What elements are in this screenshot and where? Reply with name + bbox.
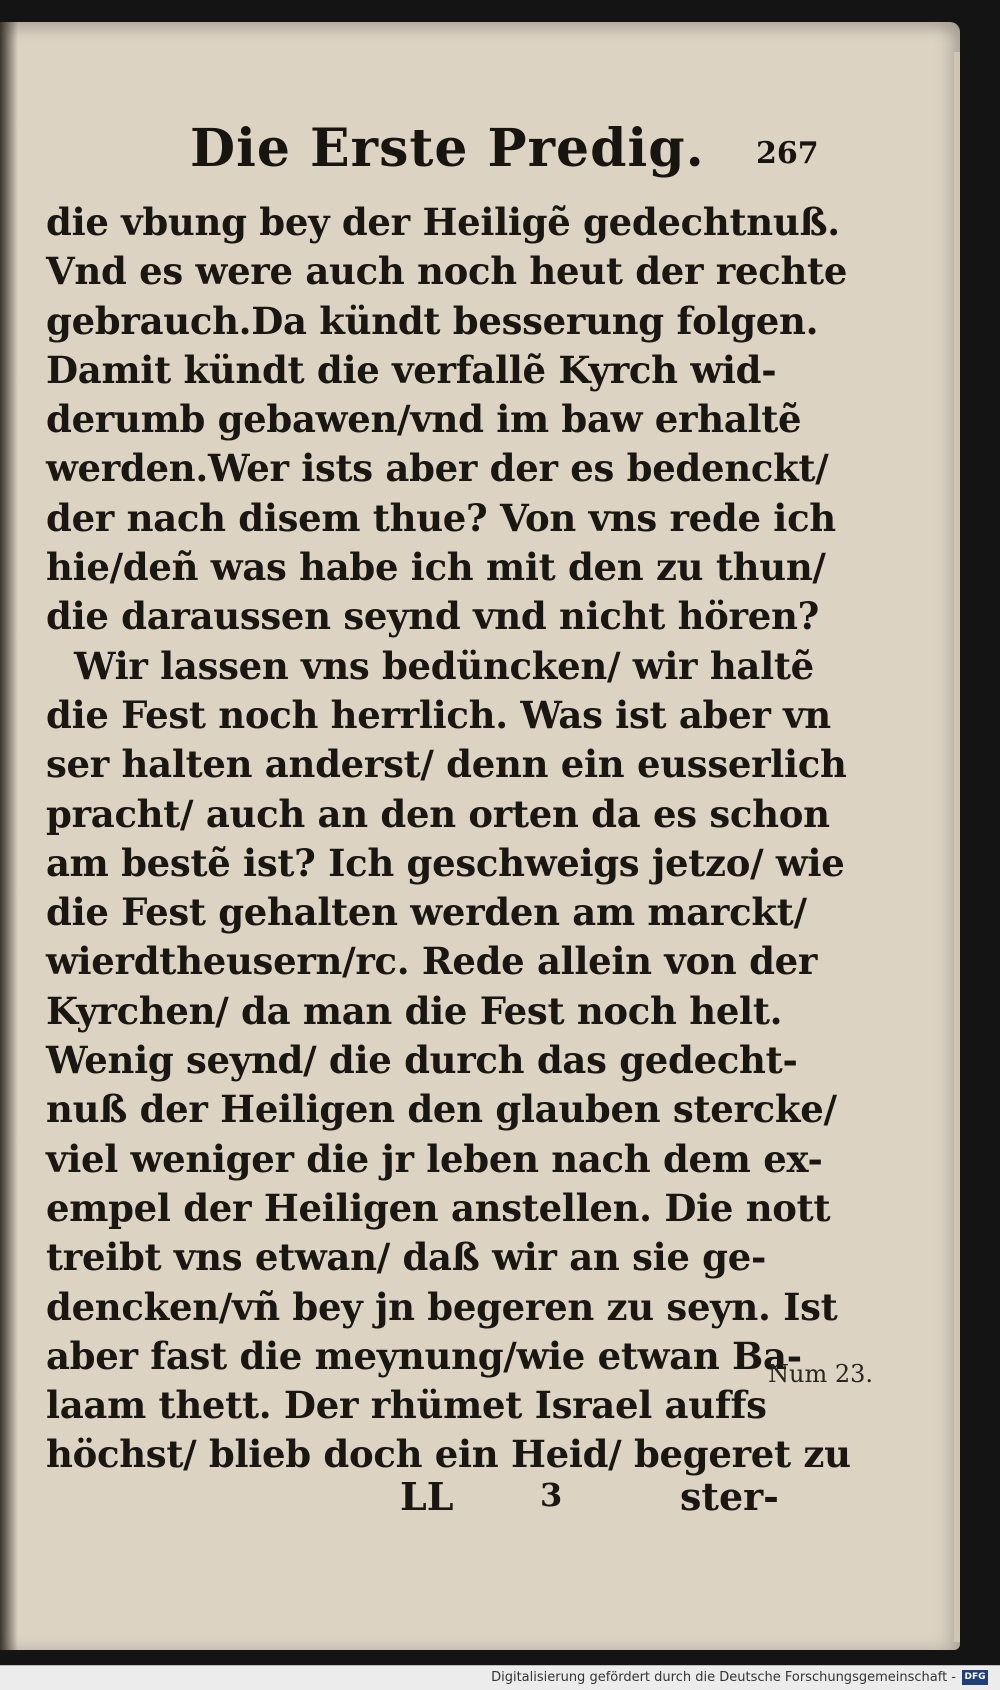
text-line: die vbung bey der Heiligẽ gedechtnuß. (46, 200, 840, 244)
text-line: viel weniger die jr leben nach dem ex- (46, 1136, 823, 1181)
running-head: Die Erste Predig. (190, 118, 705, 179)
text-line: der nach disem thue? Von vns rede ich (46, 495, 836, 540)
text-line: höchst/ blieb doch ein Heid/ begeret zu (46, 1432, 851, 1477)
text-line: Wenig seynd/ die durch das gedecht- (46, 1038, 798, 1083)
text-line: Kyrchen/ da man die Fest noch helt. (46, 988, 783, 1033)
text-line: dencken/vñ bey jn begeren zu seyn. Ist (46, 1284, 838, 1329)
text-line: wierdtheusern/rc. Rede allein von der (46, 939, 818, 984)
text-line: pracht/ auch an den orten da es schon (46, 791, 830, 836)
text-line: die Fest noch herrlich. Was ist aber vn (46, 692, 831, 737)
text-line: derumb gebawen/vnd im baw erhaltẽ (46, 397, 802, 442)
signature-number: 3 (540, 1476, 563, 1514)
margin-note: Num 23. (768, 1360, 874, 1388)
text-line: werden.Wer ists aber der es bedenckt/ (46, 446, 829, 491)
text-line: laam thett. Der rhümet Israel auffs (46, 1383, 767, 1428)
text-line: Wir lassen vns bedüncken/ wir haltẽ (74, 643, 814, 688)
text-line: ser halten anderst/ denn ein eusserlich (46, 742, 847, 787)
book-page (0, 22, 960, 1650)
text-line: gebrauch.Da kündt besserung folgen. (46, 298, 819, 343)
catchword: ster- (680, 1474, 779, 1519)
signature-mark: LL (400, 1474, 454, 1519)
credit-text: Digitalisierung gefördert durch die Deutsche Forschungsgemeinschaft - (491, 1670, 956, 1685)
text-line: hie/deñ was habe ich mit den zu thun/ (46, 545, 826, 590)
text-line: Damit kündt die verfallẽ Kyrch wid- (46, 347, 777, 392)
text-line: nuß der Heiligen den glauben stercke/ (46, 1087, 837, 1132)
text-line: aber fast die meynung/wie etwan Ba- (46, 1333, 802, 1378)
page-number: 267 (756, 136, 819, 171)
text-line: die Fest gehalten werden am marckt/ (46, 890, 807, 935)
text-line: Vnd es were auch noch heut der rechte (46, 249, 848, 294)
text-line: treibt vns etwan/ daß wir an sie ge- (46, 1235, 767, 1280)
text-line: empel der Heiligen anstellen. Die nott (46, 1185, 831, 1230)
page-edge (954, 52, 960, 1642)
text-line: die daraussen seynd vnd nicht hören? (46, 594, 819, 639)
dfg-logo-icon: DFG (962, 1670, 988, 1685)
credit-bar (0, 1665, 1000, 1690)
text-line: am bestẽ ist? Ich geschweigs jetzo/ wie (46, 840, 845, 885)
